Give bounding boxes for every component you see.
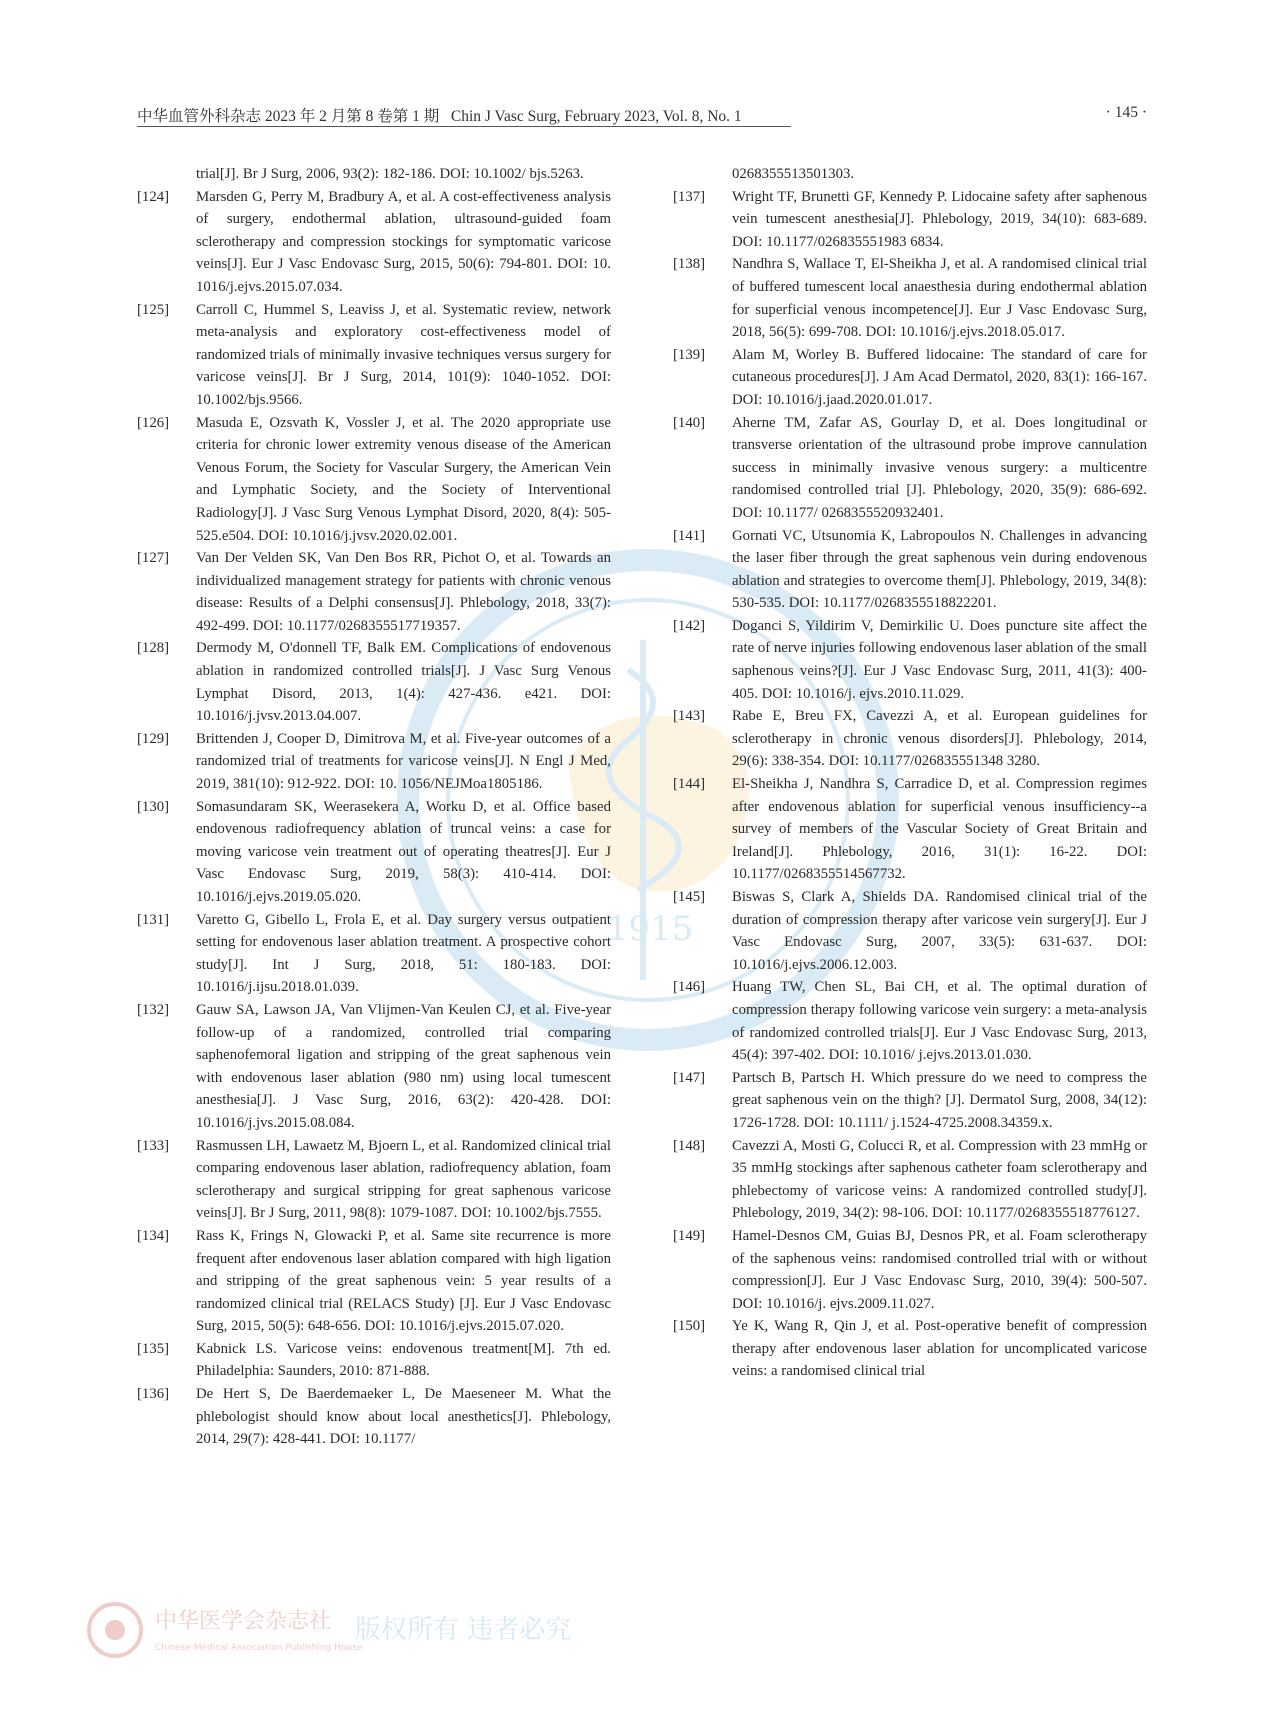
reference-text: Wright TF, Brunetti GF, Kennedy P. Lidocaine safety after saphenous vein tumescent anesthesia[J]. Phlebology, 2019, 34(10): 683-689. DOI: 10.1177/026835551983 6834. [732,188,1147,250]
reference-item [673,976,1147,1066]
reference-text: Partsch B, Partsch H. Which pressure do we need to compress the great saphenous vein on the thigh? [J]. Dermatol Surg, 2008, 34(12): 1726-1728. DOI: 10.1111/ j.1524-4725.2008.34359.x. [732,1069,1147,1131]
reference-text: Rasmussen LH, Lawaetz M, Bjoern L, et al. Randomized clinical trial comparing endovenous laser ablation, radiofrequency ablation, foam sclerotherapy and surgical stripping for great saphenous varicose veins[J]. Br J Surg, 2011, 98(8): 1079-1087. DOI: 10.1002/bjs.7555. [196,1137,611,1222]
reference-text: Rabe E, Breu FX, Cavezzi A, et al. European guidelines for sclerotherapy in chronic venous disorders[J]. Phlebology, 2014, 29(6): 338-354. DOI: 10.1177/026835551348 3280. [732,708,1147,770]
reference-text: Rass K, Frings N, Glowacki P, et al. Same site recurrence is more frequent after endovenous laser ablation compared with high ligation and stripping of the great saphenous vein: 5 year results of a randomized clinical trial (RELACS Study) [J]. Eur J Vasc Endovasc Surg, 2015, 50(5): 648-656. DOI: 10.1016/j.ejvs.2015.07.020. [196,1227,611,1335]
reference-item [673,525,1147,615]
reference-number: [125] [137,301,170,318]
watermark-year: 1915 [606,909,694,949]
reference-item [137,299,611,412]
reference-number: [144] [673,776,706,793]
reference-number: [136] [137,1386,170,1403]
reference-text: Varetto G, Gibello L, Frola E, et al. Day surgery versus outpatient setting for endovenous laser ablation treatment. A prospective cohort study[J]. Int J Surg, 2018, 51: 180-183. DOI: 10.1016/j.ijsu.2018.01.039. [196,911,611,996]
reference-text: Huang TW, Chen SL, Bai CH, et al. The optimal duration of compression therapy following varicose vein surgery: a meta-analysis of randomized controlled trials[J]. Eur J Vasc Endovasc Surg, 2013, 45(4): 397-402. DOI: 10.1016/ j.ejvs.2013.01.030. [732,979,1147,1064]
reference-item [137,1135,611,1225]
page-number: · 145 · [1105,104,1147,121]
reference-number: [128] [137,640,170,657]
reference-text: Cavezzi A, Mosti G, Colucci R, et al. Compression with 23 mmHg or 35 mmHg stockings after saphenous catheter foam sclerotherapy and phlebectomy of varicose veins: A randomized controlled study[J]. Phlebology, 2019, 34(2): 98-106. DOI: 10.1177/0268355518776127. [732,1137,1147,1222]
reference-item [137,412,611,548]
reference-number: [130] [137,798,170,815]
reference-text: Brittenden J, Cooper D, Dimitrova M, et al. Five-year outcomes of a randomized trial of treatments for varicose veins[J]. N Engl J Med, 2019, 381(10): 912-922. DOI: 10. 1056/NEJMoa1805186. [196,730,611,793]
reference-text: Dermody M, O'donnell TF, Balk EM. Complications of endovenous ablation in randomized controlled trials[J]. J Vasc Surg Venous Lymphat Disord, 2013, 1(4): 427-436. e421. DOI: 10.1016/j.jvsv.2013.04.007. [196,640,611,725]
reference-column-left [137,163,611,1451]
reference-item [137,999,611,1135]
reference-text: Doganci S, Yildirim V, Demirkilic U. Does puncture site affect the rate of nerve injuries following endovenous laser ablation of the small saphenous veins?[J]. Eur J Vasc Endovasc Surg, 2011, 41(3): 400-405. DOI: 10.1016/j. ejvs.2010.11.029. [732,617,1148,702]
reference-number: [149] [673,1227,706,1244]
reference-text: trial[J]. Br J Surg, 2006, 93(2): 182-186. DOI: 10.1002/ bjs.5263. [196,166,584,182]
reference-text: Biswas S, Clark A, Shields DA. Randomised clinical trial of the duration of compression therapy after varicose vein surgery[J]. Eur J Vasc Endovasc Surg, 2007, 33(5): 631-637. DOI: 10.1016/j.ejvs.2006.12.003. [732,889,1147,973]
reference-number: [139] [673,346,706,363]
reference-number: [140] [673,414,706,431]
reference-number: [133] [137,1137,170,1154]
publisher-footer-logo [85,1598,645,1662]
reference-item [137,637,611,727]
reference-number: [141] [673,527,706,544]
journal-title-cn: 中华血管外科杂志 2023 年 2 月第 8 卷第 1 期 [137,108,440,125]
reference-text: Somasundaram SK, Weerasekera A, Worku D, et al. Office based endovenous radiofrequency ablation of truncal veins: a case for moving varicose vein treatment out of operating theatres[J]. Eur J Vasc Endovasc Surg, 2019, 58(3): 410-414. DOI: 10.1016/j.ejvs.2019.05.020. [196,798,611,905]
journal-citation [137,104,742,126]
reference-number: [145] [673,889,706,905]
reference-text: Masuda E, Ozsvath K, Vossler J, et al. The 2020 appropriate use criteria for chronic lower extremity venous disease of the American Venous Forum, the Society for Vascular Surgery, the American Vein and Lymphatic Society, and the Society of Interventional Radiology[J]. J Vasc Surg Venous Lymphat Disord, 2020, 8(4): 505-525.e504. DOI: 10.1016/j.jvsv.2020.02.001. [196,414,611,544]
reference-text: Nandhra S, Wallace T, El-Sheikha J, et al. A randomised clinical trial of buffered tumescent local anaesthesia during endothermal ablation for superficial venous incompetence[J]. Eur J Vasc Endovasc Surg, 2018, 56(5): 699-708. DOI: 10.1016/j.ejvs.2018.05.017. [732,256,1147,341]
reference-column-right [673,163,1147,1383]
reference-number: [135] [137,1340,170,1357]
reference-item [673,186,1147,254]
reference-number: [148] [673,1137,706,1154]
reference-number: [142] [673,617,706,634]
reference-text: Ye K, Wang R, Qin J, et al. Post-operative benefit of compression therapy after endovenous laser ablation for uncomplicated varicose veins: a randomised clinical trial [732,1318,1147,1380]
reference-item [137,796,611,909]
reference-item [673,253,1147,343]
reference-number: [134] [137,1227,170,1244]
reference-text: Aherne TM, Zafar AS, Gourlay D, et al. Does longitudinal or transverse orientation of the ultrasound probe improve cannulation success in minimally invasive venous surgery: a multicentre randomised controlled trial [J]. Phlebology, 2020, 35(9): 686-692. DOI: 10.1177/ 0268355520932401. [732,414,1147,521]
reference-number: [143] [673,708,706,725]
reference-item [137,547,611,637]
reference-number: [147] [673,1069,706,1086]
reference-item [673,344,1147,412]
reference-continuation [137,163,611,186]
reference-item [137,909,611,999]
reference-item [137,1338,611,1383]
reference-text: 0268355513501303. [732,166,855,182]
reference-number: [129] [137,730,170,747]
reference-text: De Hert S, De Baerdemaeker L, De Maeseneer M. What the phlebologist should know about local anesthetics[J]. Phlebology, 2014, 29(7): 428-441. DOI: 10.1177/ [196,1386,611,1448]
publisher-name-en: Chinese Medical Association Publishing House [155,1643,363,1653]
reference-text: Alam M, Worley B. Buffered lidocaine: The standard of care for cutaneous procedures[J]. J Am Acad Dermatol, 2020, 83(1): 166-167. DOI: 10.1016/j.jaad.2020.01.017. [732,346,1147,408]
reference-item [673,1315,1147,1383]
reference-text: Gauw SA, Lawson JA, Van Vlijmen-Van Keulen CJ, et al. Five-year follow-up of a randomized, controlled trial comparing saphenofemoral ligation and stripping of the great saphenous vein with endovenous laser ablation (980 nm) using local tumescent anesthesia[J]. J Vasc Surg, 2016, 63(2): 420-428. DOI: 10.1016/j.jvs.2015.08.084. [196,1001,611,1131]
reference-text: El-Sheikha J, Nandhra S, Carradice D, et al. Compression regimes after endovenous ablation for superficial venous insufficiency--a survey of members of the Vascular Society of Great Britain and Ireland[J]. Phlebology, 2016, 31(1): 16-22. DOI: 10.1177/0268355514567732. [732,776,1147,883]
header-rule [137,126,791,127]
reference-number: [127] [137,550,170,567]
reference-number: [138] [673,256,706,273]
reference-item [137,728,611,796]
reference-text: Van Der Velden SK, Van Den Bos RR, Pichot O, et al. Towards an individualized management strategy for patients with chronic venous disease: Results of a Delphi consensus[J]. Phlebology, 2018, 33(7): 492-499. DOI: 10.1177/0268355517719357. [196,550,611,634]
reference-item [673,615,1147,705]
reference-number: [131] [137,911,170,928]
reference-number: [150] [673,1318,706,1335]
reference-number: [137] [673,188,706,205]
journal-title-en: Chin J Vasc Surg, February 2023, Vol. 8, No. 1 [450,108,742,125]
reference-number: [146] [673,979,706,996]
publisher-name-cn: 中华医学会杂志社 [155,1609,332,1634]
reference-item [673,705,1147,773]
reference-text: Hamel-Desnos CM, Guias BJ, Desnos PR, et al. Foam sclerotherapy of the saphenous veins: randomised controlled trial with or without compression[J]. Eur J Vasc Endovasc Surg, 2010, 39(4): 500-507. DOI: 10.1016/j. ejvs.2009.11.027. [732,1227,1147,1312]
reference-item [137,1383,611,1451]
running-header [137,104,1147,128]
reference-number: [124] [137,188,170,205]
reference-text: Carroll C, Hummel S, Leaviss J, et al. Systematic review, network meta-analysis and exploratory cost-effectiveness model of randomized trials of minimally invasive techniques versus surgery for varicose veins[J]. Br J Surg, 2014, 101(9): 1040-1052. DOI: 10.1002/bjs.9566. [196,301,611,408]
reference-text: Marsden G, Perry M, Bradbury A, et al. A cost-effectiveness analysis of surgery, endothermal ablation, ultrasound-guided foam sclerotherapy and compression stockings for symptomatic varicose veins[J]. Eur J Vasc Endovasc Surg, 2015, 50(6): 794-801. DOI: 10. 1016/j.ejvs.2015.07.034. [196,188,611,295]
reference-item [673,773,1147,886]
reference-item [673,1225,1147,1315]
copyright-notice: 版权所有 违者必究 [355,1615,572,1645]
reference-item [673,1067,1147,1135]
reference-number: [132] [137,1001,170,1018]
reference-item [137,1225,611,1338]
reference-item [673,412,1147,525]
reference-continuation [673,163,1147,186]
reference-item [673,1135,1147,1225]
reference-number: [126] [137,414,170,431]
reference-text: Gornati VC, Utsunomia K, Labropoulos N. Challenges in advancing the laser fiber through the great saphenous vein during endovenous ablation and strategies to overcome them[J]. Phlebology, 2019, 34(8): 530-535. DOI: 10.1177/0268355518822201. [732,527,1147,612]
reference-item [137,186,611,299]
reference-text: Kabnick LS. Varicose veins: endovenous treatment[M]. 7th ed. Philadelphia: Saunders, 2010: 871-888. [196,1340,611,1380]
reference-item [673,886,1147,976]
